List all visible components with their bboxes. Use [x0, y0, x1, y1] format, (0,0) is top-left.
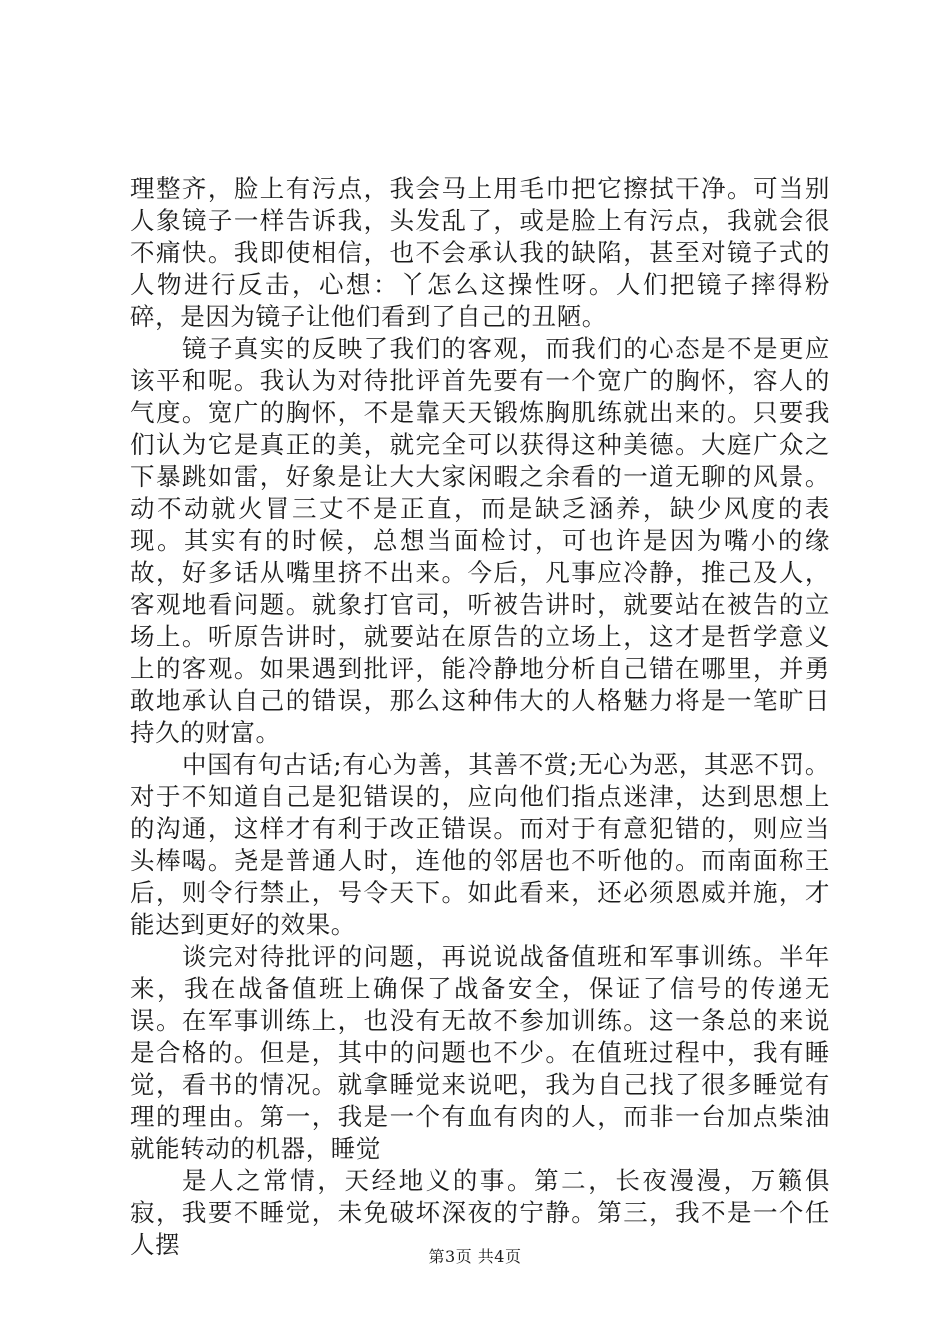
- paragraph-4: 谈完对待批评的问题，再说说战备值班和军事训练。半年来，我在战备值班上确保了战备安全，保证了信号的传递无误。在军事训练上，也没有无故不参加训练。这一条总的来说是合格的。但是，其中的问题也不少。在值班过程中，我有睡觉，看书的情况。就拿睡觉来说吧，我为自己找了很多睡觉有理的理由。第一，我是一个有血有肉的人，而非一台加点柴油就能转动的机器，睡觉: [130, 942, 830, 1163]
- paragraph-3: 中国有句古话;有心为善，其善不赏;无心为恶，其恶不罚。对于不知道自己是犯错误的，应向他们指点迷津，达到思想上的沟通，这样才有利于改正错误。而对于有意犯错的，则应当头棒喝。尧是普通人时，连他的邻居也不听他的。而南面称王后，则令行禁止，号令天下。如此看来，还必须恩威并施，才能达到更好的效果。: [130, 750, 830, 939]
- page-number-footer: 第3页 共4页: [428, 1247, 522, 1266]
- paragraph-2: 镜子真实的反映了我们的客观，而我们的心态是不是更应该平和呢。我认为对待批评首先要有一个宽广的胸怀，容人的气度。宽广的胸怀，不是靠天天锻炼胸肌练就出来的。只要我们认为它是真正的美，就完全可以获得这种美德。大庭广众之下暴跳如雷，好象是让大大家闲暇之余看的一道无聊的风景。动不动就火冒三丈不是正直，而是缺乏涵养，缺少风度的表现。其实有的时候，总想当面检讨，可也许是因为嘴小的缘故，好多话从嘴里挤不出来。今后，凡事应冷静，推己及人，客观地看问题。就象打官司，听被告讲时，就要站在被告的立场上。听原告讲时，就要站在原告的立场上，这才是哲学意义上的客观。如果遇到批评，能冷静地分析自己错在哪里，并勇敢地承认自己的错误，那么这种伟大的人格魅力将是一笔旷日持久的财富。: [130, 334, 830, 747]
- paragraph-1: 理整齐，脸上有污点，我会马上用毛巾把它擦拭干净。可当别人象镜子一样告诉我，头发乱了，或是脸上有污点，我就会很不痛快。我即使相信，也不会承认我的缺陷，甚至对镜子式的人物进行反击，心想：丫怎么这操性呀。人们把镜子摔得粉碎，是因为镜子让他们看到了自己的丑陋。: [130, 174, 830, 331]
- document-body: [130, 173, 830, 1261]
- paragraph-5: 是人之常情，天经地义的事。第二，长夜漫漫，万籁俱寂，我要不睡觉，未免破坏深夜的宁静。第三，我不是一个任人摆: [130, 1166, 830, 1259]
